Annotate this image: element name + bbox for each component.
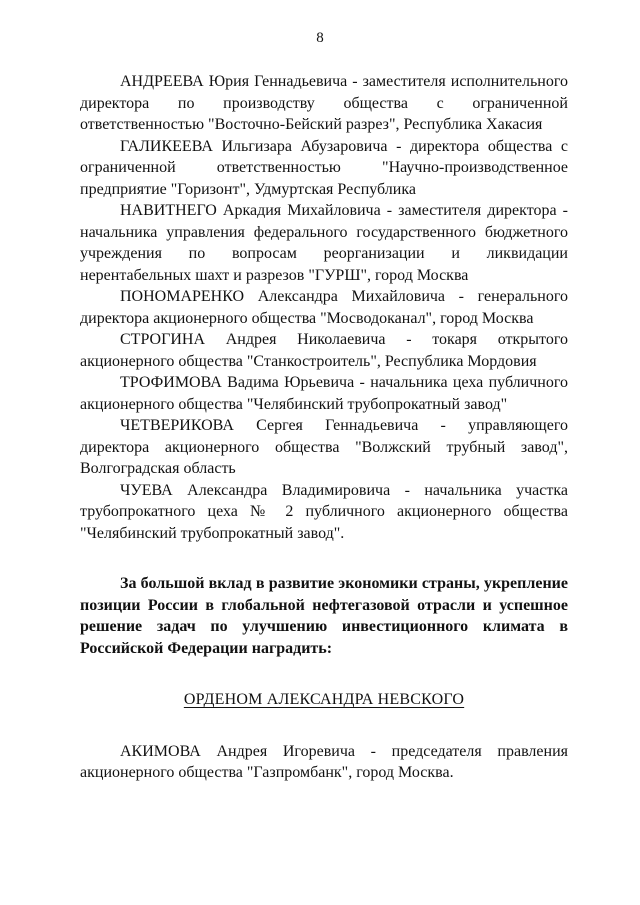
page-content [80,71,568,784]
award-recipient-entry: АКИМОВА Андрея Игоревича - председателя правления акционерного общества "Газпромбанк", город Москва. [80,742,568,781]
awardee-entry: ПОНОМАРЕНКО Александра Михайловича - генерального директора акционерного общества "Мосводоканал", город Москва [80,288,568,327]
awardee-entry: ЧУЕВА Александра Владимировича - начальника участка трубопрокатного цеха № 2 публичного акционерного общества "Челябинский трубопрокатный завод". [80,481,568,542]
awardee-entry: ГАЛИКЕЕВА Ильгизара Абузаровича - директора общества с ограниченной ответственностью "Научно-производственное предприятие "Горизонт", Удмуртская Республика [80,137,568,198]
awardee-entry: ЧЕТВЕРИКОВА Сергея Геннадьевича - управляющего директора акционерного общества "Волжский трубный завод", Волгоградская область [80,417,568,477]
awardee-list [80,71,568,544]
page-number: 8 [316,30,324,46]
awardee-entry: ТРОФИМОВА Вадима Юрьевича - начальника цеха публичного акционерного общества "Челябинский трубопрокатный завод" [80,374,568,413]
award-title: ОРДЕНОМ АЛЕКСАНДРА НЕВСКОГО [183,691,465,708]
decree-statement: За большой вклад в развитие экономики страны, укрепление позиции России в глобальной нефтегазовой отрасли и успешное решение задач по улучшению инвестиционного климата в Российской Федерации наградить: [80,575,568,657]
awardee-entry: АНДРЕЕВА Юрия Геннадьевича - заместителя исполнительного директора по производству общества с ограниченной ответственностью "Восточно-Бейский разрез", Республика Хакасия [80,73,568,133]
awardee-entry: НАВИТНЕГО Аркадия Михайловича - заместителя директора - начальника управления федерального государственного бюджетного учреждения по вопросам реорганизации и ликвидации нерентабельных шахт и разрезов "ГУРШ", город Москва [80,202,568,284]
awardee-entry: СТРОГИНА Андрея Николаевича - токаря открытого акционерного общества "Станкостроитель", Республика Мордовия [80,331,568,370]
